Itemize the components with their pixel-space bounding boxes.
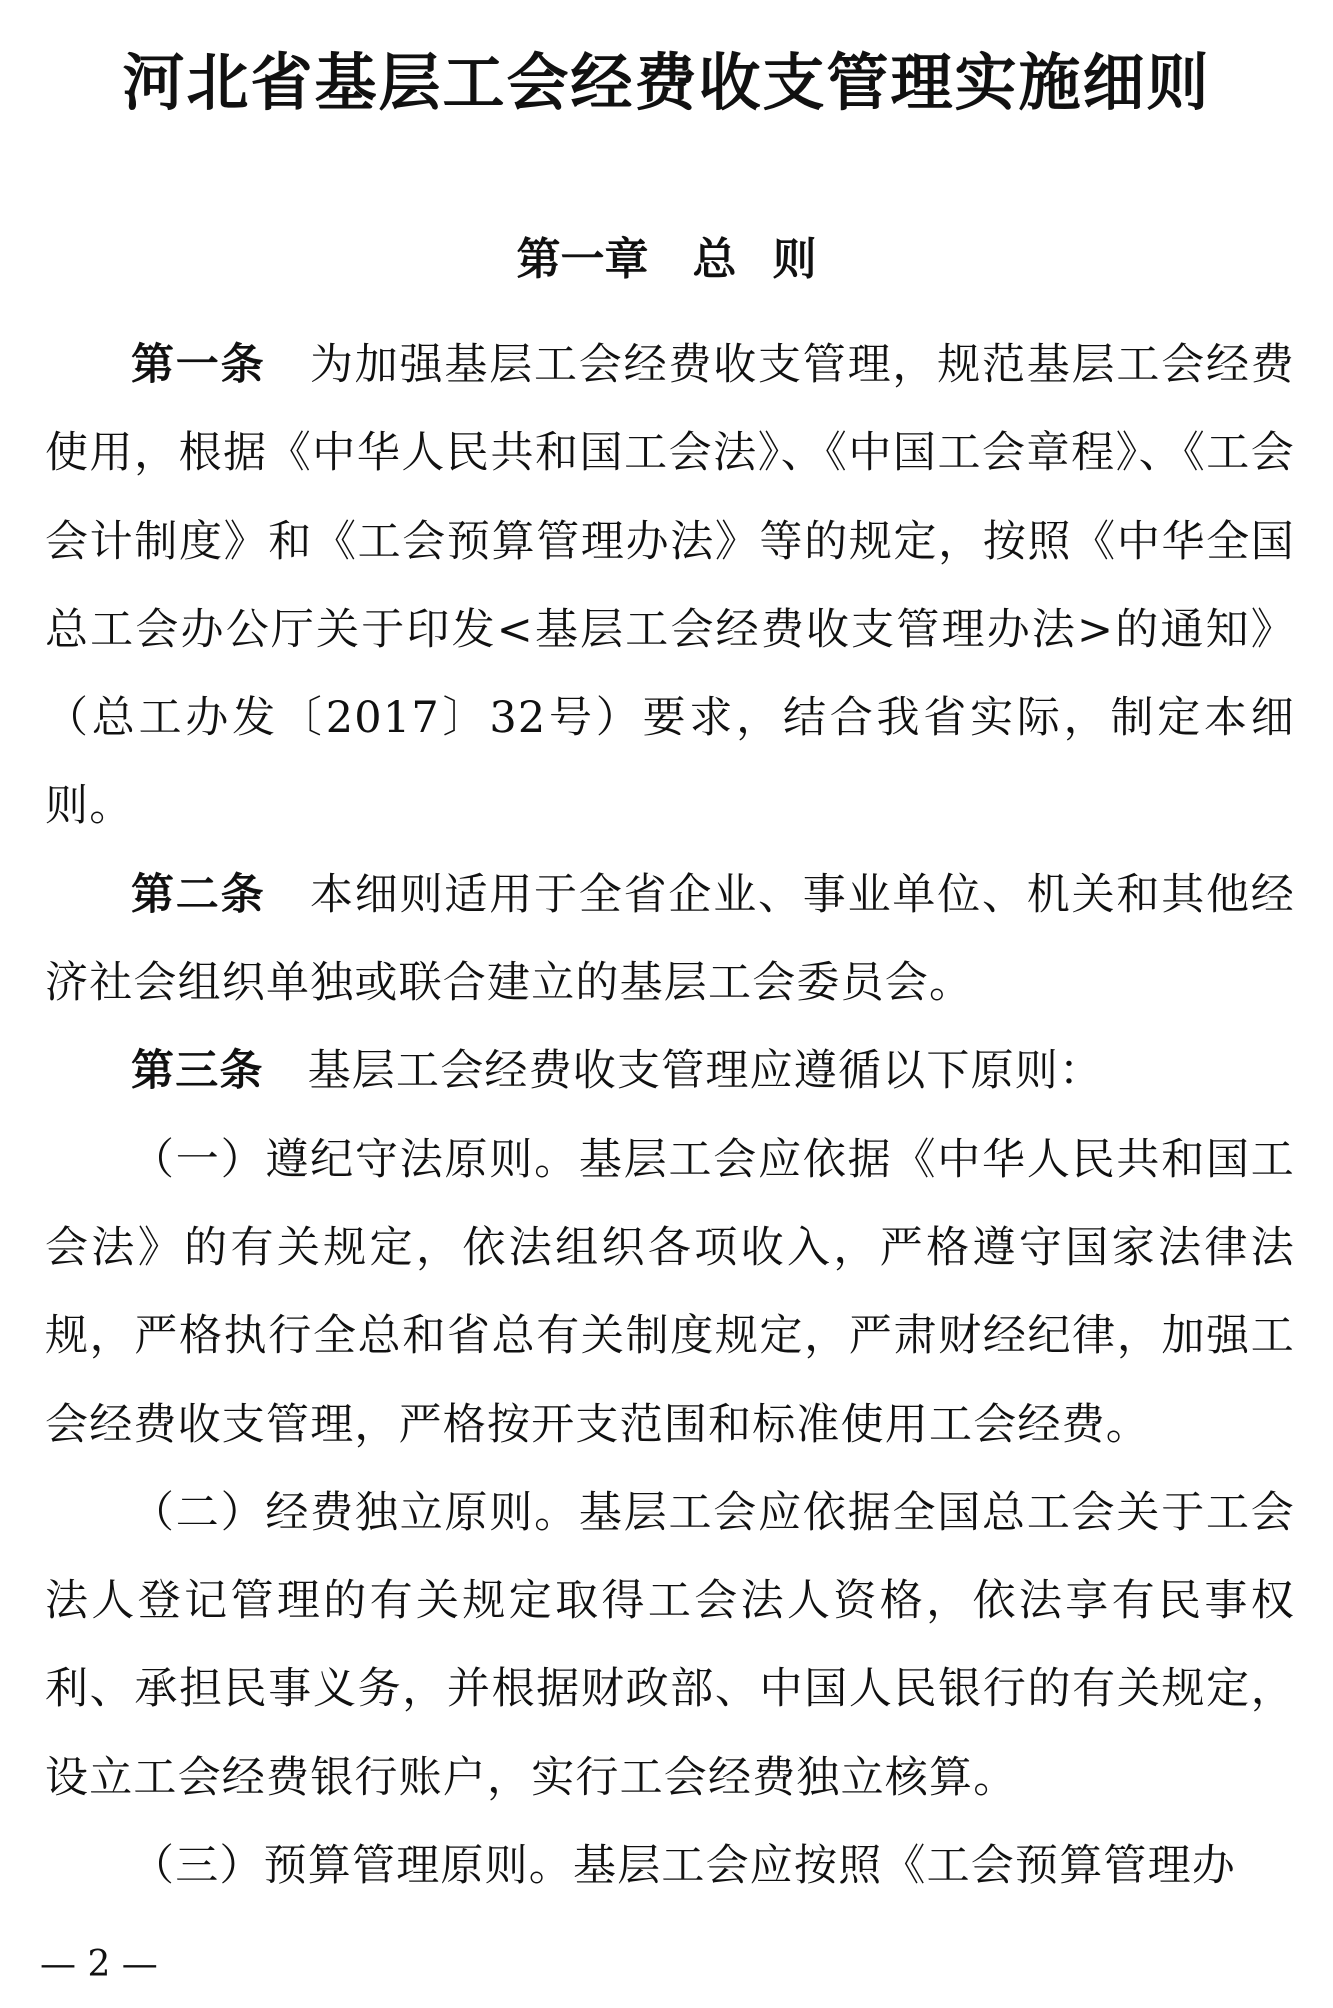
chapter-title-part1: 总 bbox=[692, 234, 737, 285]
document-title: 河北省基层工会经费收支管理实施细则 bbox=[122, 46, 1211, 119]
clause-3: （三）预算管理原则。基层工会应按照《工会预算管理办 bbox=[131, 1841, 1236, 1892]
article-2-text: 本细则适用于全省企业、事业单位、机关和其他经济社会组织单独或联合建立的基层工会委员会。 bbox=[45, 869, 1295, 1009]
article-3-text: 基层工会经费收支管理应遵循以下原则： bbox=[307, 1046, 1104, 1097]
article-2-label: 第二条 bbox=[131, 869, 266, 920]
page-number: — 2 — bbox=[40, 1944, 158, 1985]
chapter-number: 第一章 bbox=[516, 234, 649, 285]
clause-2: （二）经费独立原则。基层工会应依据全国总工会关于工会法人登记管理的有关规定取得工会法人资格，依法享有民事权利、承担民事义务，并根据财政部、中国人民银行的有关规定，设立工会经费银行账户，实行工会经费独立核算。 bbox=[45, 1487, 1295, 1803]
article-1-text: 为加强基层工会经费收支管理，规范基层工会经费使用，根据《中华人民共和国工会法》、《中国工会章程》、《工会会计制度》和《工会预算管理办法》等的规定，按照《中华全国总工会办公厅关于印发<基层工会经费收支管理办法>的通知》（总工办发〔2017〕32号）要求，结合我省实际，制定本细则。 bbox=[45, 340, 1295, 832]
chapter-title-part2: 则 bbox=[772, 234, 817, 285]
article-2 bbox=[45, 851, 1295, 1028]
article-3-label: 第三条 bbox=[131, 1046, 264, 1097]
article-1-label: 第一条 bbox=[131, 340, 266, 390]
article-1 bbox=[45, 321, 1295, 851]
article-3 bbox=[45, 1027, 1295, 1115]
chapter-heading bbox=[0, 225, 1333, 295]
document-body bbox=[45, 321, 1295, 1910]
clause-1: （一）遵纪守法原则。基层工会应依据《中华人民共和国工会法》的有关规定，依法组织各项收入，严格遵守国家法律法规，严格执行全总和省总有关制度规定，严肃财经纪律，加强工会经费收支管理，严格按开支范围和标准使用工会经费。 bbox=[45, 1134, 1295, 1450]
